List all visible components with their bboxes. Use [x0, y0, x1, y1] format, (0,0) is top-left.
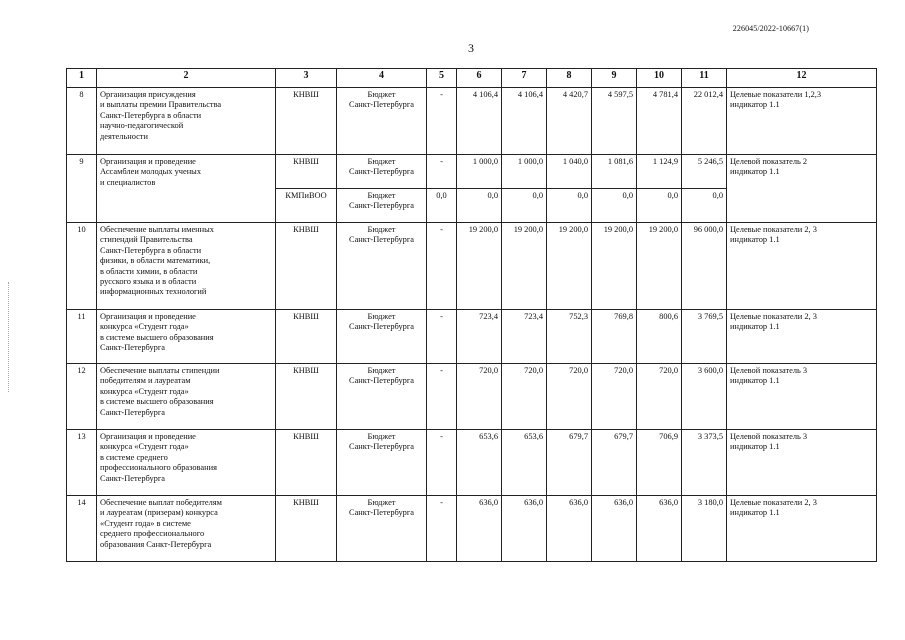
value-2027-cell: 636,0	[637, 496, 682, 562]
value-2024-cell: 4 106,4	[502, 88, 547, 155]
col-header: 2	[97, 69, 276, 88]
row-number-cell: 9	[67, 155, 97, 223]
value-2022-cell: 0,0	[427, 189, 457, 223]
value-2025-cell: 0,0	[547, 189, 592, 223]
col-header: 3	[276, 69, 337, 88]
value-2027-cell: 720,0	[637, 364, 682, 430]
value-2023-cell: 720,0	[457, 364, 502, 430]
funding-source-cell: Бюджет Санкт-Петербурга	[337, 88, 427, 155]
value-2024-cell: 636,0	[502, 496, 547, 562]
col-header: 9	[592, 69, 637, 88]
value-2026-cell: 769,8	[592, 310, 637, 364]
value-2023-cell: 4 106,4	[457, 88, 502, 155]
margin-dots	[8, 282, 11, 392]
indicators-cell: Целевые показатели 2, 3 индикатор 1.1	[727, 310, 877, 364]
funding-source-cell: Бюджет Санкт-Петербурга	[337, 155, 427, 189]
value-2024-cell: 720,0	[502, 364, 547, 430]
value-2023-cell: 636,0	[457, 496, 502, 562]
value-2023-cell: 0,0	[457, 189, 502, 223]
table-row	[67, 310, 877, 364]
value-total-cell: 3 373,5	[682, 430, 727, 496]
col-header: 6	[457, 69, 502, 88]
funding-source-cell: Бюджет Санкт-Петербурга	[337, 496, 427, 562]
measure-name-cell: Организация и проведение конкурса «Студент года» в системе высшего образования Санкт-Петербурга	[97, 310, 276, 364]
value-2025-cell: 4 420,7	[547, 88, 592, 155]
value-2025-cell: 636,0	[547, 496, 592, 562]
value-2026-cell: 720,0	[592, 364, 637, 430]
value-2022-cell: -	[427, 364, 457, 430]
table-header-row	[67, 69, 877, 88]
value-total-cell: 96 000,0	[682, 223, 727, 310]
funding-source-cell: Бюджет Санкт-Петербурга	[337, 223, 427, 310]
value-2027-cell: 800,6	[637, 310, 682, 364]
value-2026-cell: 0,0	[592, 189, 637, 223]
table-row	[67, 223, 877, 310]
value-2022-cell: -	[427, 155, 457, 189]
program-table	[66, 68, 877, 562]
indicators-cell: Целевые показатели 2, 3 индикатор 1.1	[727, 496, 877, 562]
measure-name-cell: Организация и проведение конкурса «Студент года» в системе среднего профессионального образования Санкт-Петербурга	[97, 430, 276, 496]
table-row	[67, 430, 877, 496]
value-2023-cell: 1 000,0	[457, 155, 502, 189]
funding-source-cell: Бюджет Санкт-Петербурга	[337, 189, 427, 223]
executor-cell: КНВШ	[276, 155, 337, 189]
row-number-cell: 11	[67, 310, 97, 364]
indicators-cell: Целевой показатель 2 индикатор 1.1	[727, 155, 877, 223]
executor-cell: КНВШ	[276, 310, 337, 364]
funding-source-cell: Бюджет Санкт-Петербурга	[337, 364, 427, 430]
value-2027-cell: 0,0	[637, 189, 682, 223]
executor-cell: КНВШ	[276, 223, 337, 310]
value-2027-cell: 4 781,4	[637, 88, 682, 155]
indicators-cell: Целевой показатель 3 индикатор 1.1	[727, 430, 877, 496]
funding-source-cell: Бюджет Санкт-Петербурга	[337, 430, 427, 496]
table-row	[67, 496, 877, 562]
value-2025-cell: 720,0	[547, 364, 592, 430]
col-header: 5	[427, 69, 457, 88]
executor-cell: КМПиВОО	[276, 189, 337, 223]
value-2025-cell: 19 200,0	[547, 223, 592, 310]
value-total-cell: 3 180,0	[682, 496, 727, 562]
value-2026-cell: 636,0	[592, 496, 637, 562]
value-2024-cell: 723,4	[502, 310, 547, 364]
indicators-cell: Целевые показатели 2, 3 индикатор 1.1	[727, 223, 877, 310]
value-2023-cell: 723,4	[457, 310, 502, 364]
executor-cell: КНВШ	[276, 88, 337, 155]
row-number-cell: 13	[67, 430, 97, 496]
indicators-cell: Целевые показатели 1,2,3 индикатор 1.1	[727, 88, 877, 155]
measure-name-cell: Обеспечение выплаты стипендии победителям и лауреатам конкурса «Студент года» в системе высшего образования Санкт-Петербурга	[97, 364, 276, 430]
row-number-cell: 10	[67, 223, 97, 310]
value-2025-cell: 679,7	[547, 430, 592, 496]
document-number: 226045/2022-10667(1)	[732, 24, 809, 33]
executor-cell: КНВШ	[276, 496, 337, 562]
executor-cell: КНВШ	[276, 364, 337, 430]
row-number-cell: 8	[67, 88, 97, 155]
col-header: 1	[67, 69, 97, 88]
measure-name-cell: Обеспечение выплат победителям и лауреатам (призерам) конкурса «Студент года» в системе среднего профессионального образования Санкт-Петербурга	[97, 496, 276, 562]
value-2024-cell: 653,6	[502, 430, 547, 496]
executor-cell: КНВШ	[276, 430, 337, 496]
value-total-cell: 5 246,5	[682, 155, 727, 189]
table-row	[67, 155, 877, 189]
value-total-cell: 3 769,5	[682, 310, 727, 364]
value-2022-cell: -	[427, 88, 457, 155]
page-number: 3	[468, 41, 474, 55]
measure-name-cell: Организация присуждения и выплаты премии Правительства Санкт-Петербурга в области научно-педагогической деятельности	[97, 88, 276, 155]
col-header: 12	[727, 69, 877, 88]
col-header: 8	[547, 69, 592, 88]
value-2027-cell: 706,9	[637, 430, 682, 496]
measure-name-cell: Обеспечение выплаты именных стипендий Правительства Санкт-Петербурга в области физики, в области математики, в области химии, в области русского языка и в области информационных технологий	[97, 223, 276, 310]
row-number-cell: 14	[67, 496, 97, 562]
value-2025-cell: 1 040,0	[547, 155, 592, 189]
table-row	[67, 88, 877, 155]
value-2022-cell: -	[427, 430, 457, 496]
value-2023-cell: 653,6	[457, 430, 502, 496]
value-2026-cell: 19 200,0	[592, 223, 637, 310]
col-header: 4	[337, 69, 427, 88]
value-2026-cell: 1 081,6	[592, 155, 637, 189]
value-2022-cell: -	[427, 310, 457, 364]
value-2027-cell: 1 124,9	[637, 155, 682, 189]
value-total-cell: 22 012,4	[682, 88, 727, 155]
value-total-cell: 0,0	[682, 189, 727, 223]
value-2027-cell: 19 200,0	[637, 223, 682, 310]
col-header: 11	[682, 69, 727, 88]
value-2023-cell: 19 200,0	[457, 223, 502, 310]
value-2024-cell: 1 000,0	[502, 155, 547, 189]
measure-name-cell: Организация и проведение Ассамблеи молодых ученых и специалистов	[97, 155, 276, 223]
indicators-cell: Целевой показатель 3 индикатор 1.1	[727, 364, 877, 430]
value-2024-cell: 19 200,0	[502, 223, 547, 310]
row-number-cell: 12	[67, 364, 97, 430]
value-2022-cell: -	[427, 223, 457, 310]
value-2024-cell: 0,0	[502, 189, 547, 223]
value-2026-cell: 679,7	[592, 430, 637, 496]
value-2022-cell: -	[427, 496, 457, 562]
value-total-cell: 3 600,0	[682, 364, 727, 430]
table-row	[67, 364, 877, 430]
col-header: 7	[502, 69, 547, 88]
value-2025-cell: 752,3	[547, 310, 592, 364]
value-2026-cell: 4 597,5	[592, 88, 637, 155]
funding-source-cell: Бюджет Санкт-Петербурга	[337, 310, 427, 364]
col-header: 10	[637, 69, 682, 88]
